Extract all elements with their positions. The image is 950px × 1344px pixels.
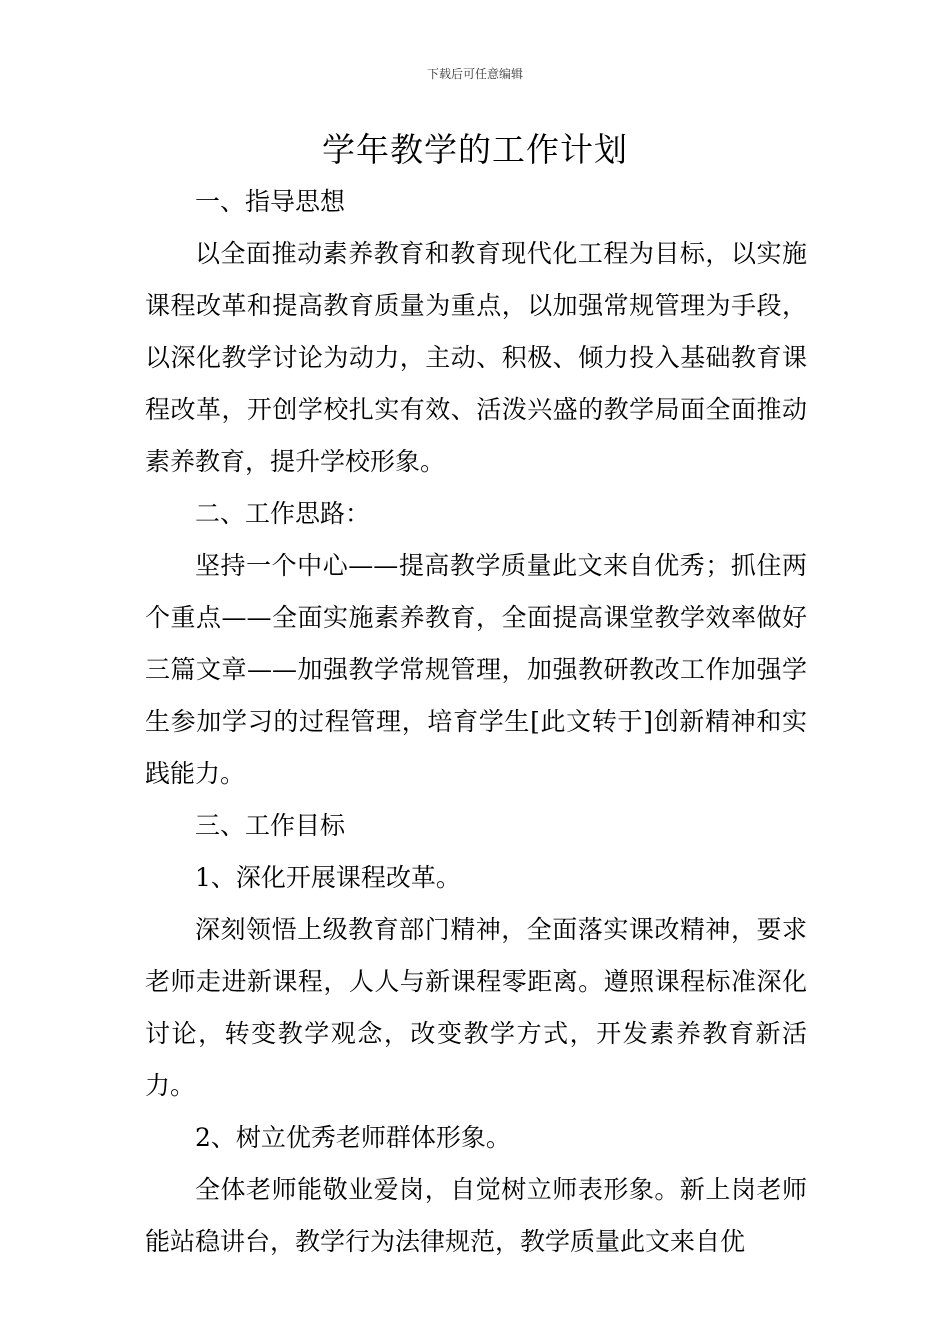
goal-item-1-paragraph: 深刻领悟上级教育部门精神，全面落实课改精神，要求老师走进新课程，人人与新课程零距离。遵照课程标准深化讨论，转变教学观念，改变教学方式，开发素养教育新活力。	[145, 915, 807, 1100]
section-heading-work-approach: 二、工作思路：	[195, 499, 371, 528]
section-heading-guiding-thought: 一、指导思想	[195, 187, 346, 216]
header-note: 下载后可任意编辑	[426, 67, 523, 81]
section-paragraph-work-approach: 坚持一个中心——提高教学质量此文来自优秀；抓住两个重点——全面实施素养教育，全面提高课堂教学效率做好三篇文章——加强教学常规管理，加强教研教改工作加强学生参加学习的过程管理，培育学生[此文转于]创新精神和实践能力。	[145, 551, 807, 788]
document-body	[145, 176, 807, 1268]
document-title: 学年教学的工作计划	[322, 130, 628, 169]
goal-item-2-heading: 2、树立优秀老师群体形象。	[195, 1123, 511, 1152]
section-heading-work-goals: 三、工作目标	[195, 811, 346, 840]
section-paragraph-guiding-thought: 以全面推动素养教育和教育现代化工程为目标，以实施课程改革和提高教育质量为重点，以加强常规管理为手段，以深化教学讨论为动力，主动、积极、倾力投入基础教育课程改革，开创学校扎实有效、活泼兴盛的教学局面全面推动素养教育，提升学校形象。	[145, 239, 807, 476]
goal-item-1-heading: 1、深化开展课程改革。	[195, 863, 461, 892]
goal-item-2-paragraph: 全体老师能敬业爱岗，自觉树立师表形象。新上岗老师能站稳讲台，教学行为法律规范，教学质量此文来自优	[145, 1175, 807, 1256]
